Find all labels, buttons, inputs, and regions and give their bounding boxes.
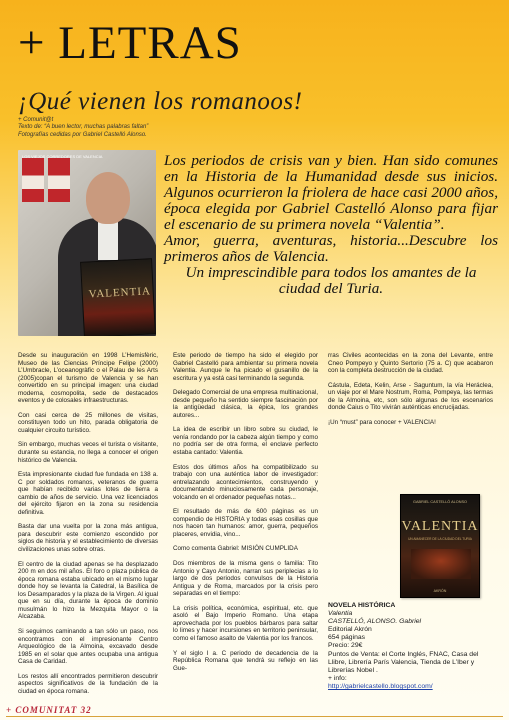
book-cover-publisher: AKRÓN bbox=[433, 589, 447, 593]
book-cover-subtitle: UN AMANECER DE LA CIUDAD DEL TURIA bbox=[408, 537, 472, 541]
body-paragraph: Basta dar una vuelta por la zona más antigua, para descubrir este comienzo escondido por siglos de historia y el establecimiento de diversas civilizaciones unas sobre otras. bbox=[18, 523, 158, 554]
body-paragraph: Dos miembros de la misma gens o familia: Tito Antonio y Cayo Antonio, narran sus periplecias a lo largo de dos periodos convulsos de la Historia Antigua y de Roma, marcados por la crisis pero separadas en el tiempo: bbox=[173, 560, 318, 598]
book-title: Valentia bbox=[328, 610, 353, 618]
body-paragraph: El resultado de más de 600 páginas es un compendio de HISTORIA y todas esas cosillas que nos hacen tan humanos: amor, guerra, pequeños placeres, envidia, vino... bbox=[173, 508, 318, 538]
book-cover-title: VALENTIA bbox=[401, 519, 479, 534]
author-shirt bbox=[98, 220, 118, 260]
author-head bbox=[86, 172, 130, 224]
book-cover-image bbox=[400, 494, 480, 598]
book-pages: 654 páginas bbox=[328, 634, 366, 642]
intro-paragraph: Los periodos de crisis van y bien. Han sido comunes en la Historia de la Humanidad desde sus inicios. Algunos ocurrieron la friolera de hace casi 2000 años, época elegida por Gabriel Castelló Alonso para fijar el escenario de su primera novela “Valentia”. bbox=[164, 152, 498, 233]
body-paragraph: Esta impresionante ciudad fue fundada en 138 a. C por soldados romanos, veteranos de guerra que habían recibido varias lotes de tierra a cambio de años de servicio. Una vez licenciados del ejército fijaron en la zona su residencia definitiva. bbox=[18, 471, 158, 516]
body-paragraph: Con casi cerca de 25 millones de visitas, constituyen todo un hito, parada obligatoria de cualquier circuito turístico. bbox=[18, 411, 158, 434]
body-paragraph: La crisis política, económica, espiritual, etc. que asoló el Bajo Imperio Romano. Una etapa aprovechada por los pueblos bárbaros para saltar lo limes y hacer incursiones en territorio peninsular, como el famoso asalto de Valentia por los francos. bbox=[173, 604, 318, 642]
book-genre: NOVELA HISTÓRICA bbox=[328, 602, 396, 609]
body-paragraph: Sin embargo, muchas veces el turista o visitante, durante su estancia, no llega a conocer el origen histórico de Valencia. bbox=[18, 441, 158, 464]
body-paragraph: Los restos allí encontrados permitieron descubrir aspectos significativos de la fundación de la ciudad en época romana. bbox=[18, 672, 158, 695]
body-column-3 bbox=[328, 352, 493, 433]
book-publisher: Editorial Akrón bbox=[328, 626, 372, 634]
intro-paragraph: Amor, guerra, aventuras, historia...Descubre los primeros años de Valencia. bbox=[164, 232, 498, 265]
credit-line: + Comunit@t bbox=[18, 117, 54, 123]
body-paragraph: Cástula, Edeta, Kelin, Arse - Saguntum, la vía Heráclea, un viaje por el Mare Nostrum, Roma, Pompeya, las termas de la Almoina, etc, son sólo algunas de los escenarios donde Caius o Tito vivirán auténticas encrucijadas. bbox=[328, 381, 493, 412]
body-column-2 bbox=[173, 352, 318, 679]
body-paragraph: Estos dos últimos años ha compatibilizado su trabajo con una auténtica labor de investigador: entrelazando acontecimientos, construyendo y documentando minuciosamente cada personaje, volcando en el ordenador pequeñas notas... bbox=[173, 463, 318, 501]
held-book bbox=[80, 258, 156, 336]
section-title: + LETRAS bbox=[18, 17, 242, 69]
book-info-box bbox=[328, 602, 498, 691]
credit-line: Texto de: “A buen lector, muchas palabras faltan” bbox=[18, 124, 149, 131]
body-paragraph: El centro de la ciudad apenas se ha desplazado 200 m en dos mil años. El foro o plaza pública de época romana estaba ubicado en el mismo lugar donde hoy se levanta la Catedral, la Basílica de los Desamparados y la plaza de la Virgen. Al igual que en su día, durante la época de dominio musulmán lo hizo la Mezquita Mayor o la Alcazaba. bbox=[18, 560, 158, 621]
book-price: Precio: 29€ bbox=[328, 642, 363, 650]
body-paragraph: Delegado Comercial de una empresa multinacional, desde pequeño ha sentido siempre fascinación por la antigüedad clásica, la épica, los grandes autores... bbox=[173, 389, 318, 419]
photo-poster-text: LOS VIEJOS CORREDORES DE VALENCIA bbox=[22, 154, 103, 159]
intro-paragraph: Un imprescindible para todos los amantes de la ciudad del Turia. bbox=[185, 264, 477, 297]
body-paragraph: rras Civiles acontecidas en la zona del Levante, entre Cneo Pompeyo y Quinto Sertorio (75 a. C) que acabaron con la completa destrucción de la ciudad. bbox=[328, 352, 493, 375]
credit-line: Fotografías cedidas por Gabriel Castelló Alonso. bbox=[18, 131, 147, 138]
book-info-label: + info: bbox=[328, 674, 347, 682]
body-paragraph: Este periodo de tiempo ha sido el elegido por Gabriel Castelló para ambientar su primera novela Valentia. Aunque le ha picado el gusanillo de la escritura y ya está casi terminando la segunda. bbox=[173, 352, 318, 382]
poster-image bbox=[48, 158, 70, 202]
book-author: CASTELLÓ, ALONSO. Gabriel bbox=[328, 618, 422, 626]
body-paragraph: ¡Un “must” para conocer + VALENCIA! bbox=[328, 418, 436, 426]
author-blog-link[interactable]: http://gabrielcastello.blogspot.com/ bbox=[328, 682, 433, 690]
intro-lead bbox=[164, 153, 498, 297]
book-cover-author: GABRIEL CASTELLÓ ALONSO bbox=[413, 500, 467, 504]
held-book-title: VALENTIA bbox=[88, 285, 152, 301]
page-footer-label: + COMUNITAT 32 bbox=[6, 705, 92, 715]
book-sale-points: Puntos de Venta: el Corte Inglés, FNAC, Casa del Llibre, Librería París Valencia, Tienda de L’Iber y Librerías Nobel . bbox=[328, 650, 479, 674]
poster-image bbox=[22, 158, 44, 202]
body-paragraph: Y el siglo I a. C periodo de decadencia de la República Romana que tendrá su reflejo en las Gue- bbox=[173, 649, 318, 672]
book-cover-art bbox=[411, 549, 471, 579]
article-headline: ¡Qué vienen los romanoos! bbox=[18, 88, 303, 115]
body-paragraph: Como comenta Gabriel: MISIÓN CUMPLIDA bbox=[173, 545, 298, 553]
footer-divider bbox=[6, 716, 503, 717]
author-photo bbox=[18, 150, 156, 336]
article-credits bbox=[18, 117, 238, 139]
body-paragraph: La idea de escribir un libro sobre su ciudad, le venía rondando por la cabeza algún tiempo y como no podría ser de otra forma, el enclave perfecto estaba cantado: Valentia. bbox=[173, 426, 318, 457]
body-paragraph: Desde su inauguración en 1998 L’Hemisfèric, Museo de las Ciencias Príncipe Felipe (2000) L’Umbracle, L’oceanogràfic o el Palau de les Arts (2005)copan el turismo de Valencia y se han convertido en su principal imagen: una ciudad moderna, cosmopolita, sede de destacados eventos y de colosales infraestructuras. bbox=[18, 352, 158, 405]
body-column-1 bbox=[18, 352, 158, 702]
body-paragraph: Si seguimos caminando a tan sólo un paso, nos encontramos con el impresionante Centro Arqueológico de la Almoina, excavado desde 1985 en el solar que antes ocupaba una antigua Casa de Caridad. bbox=[18, 627, 158, 666]
